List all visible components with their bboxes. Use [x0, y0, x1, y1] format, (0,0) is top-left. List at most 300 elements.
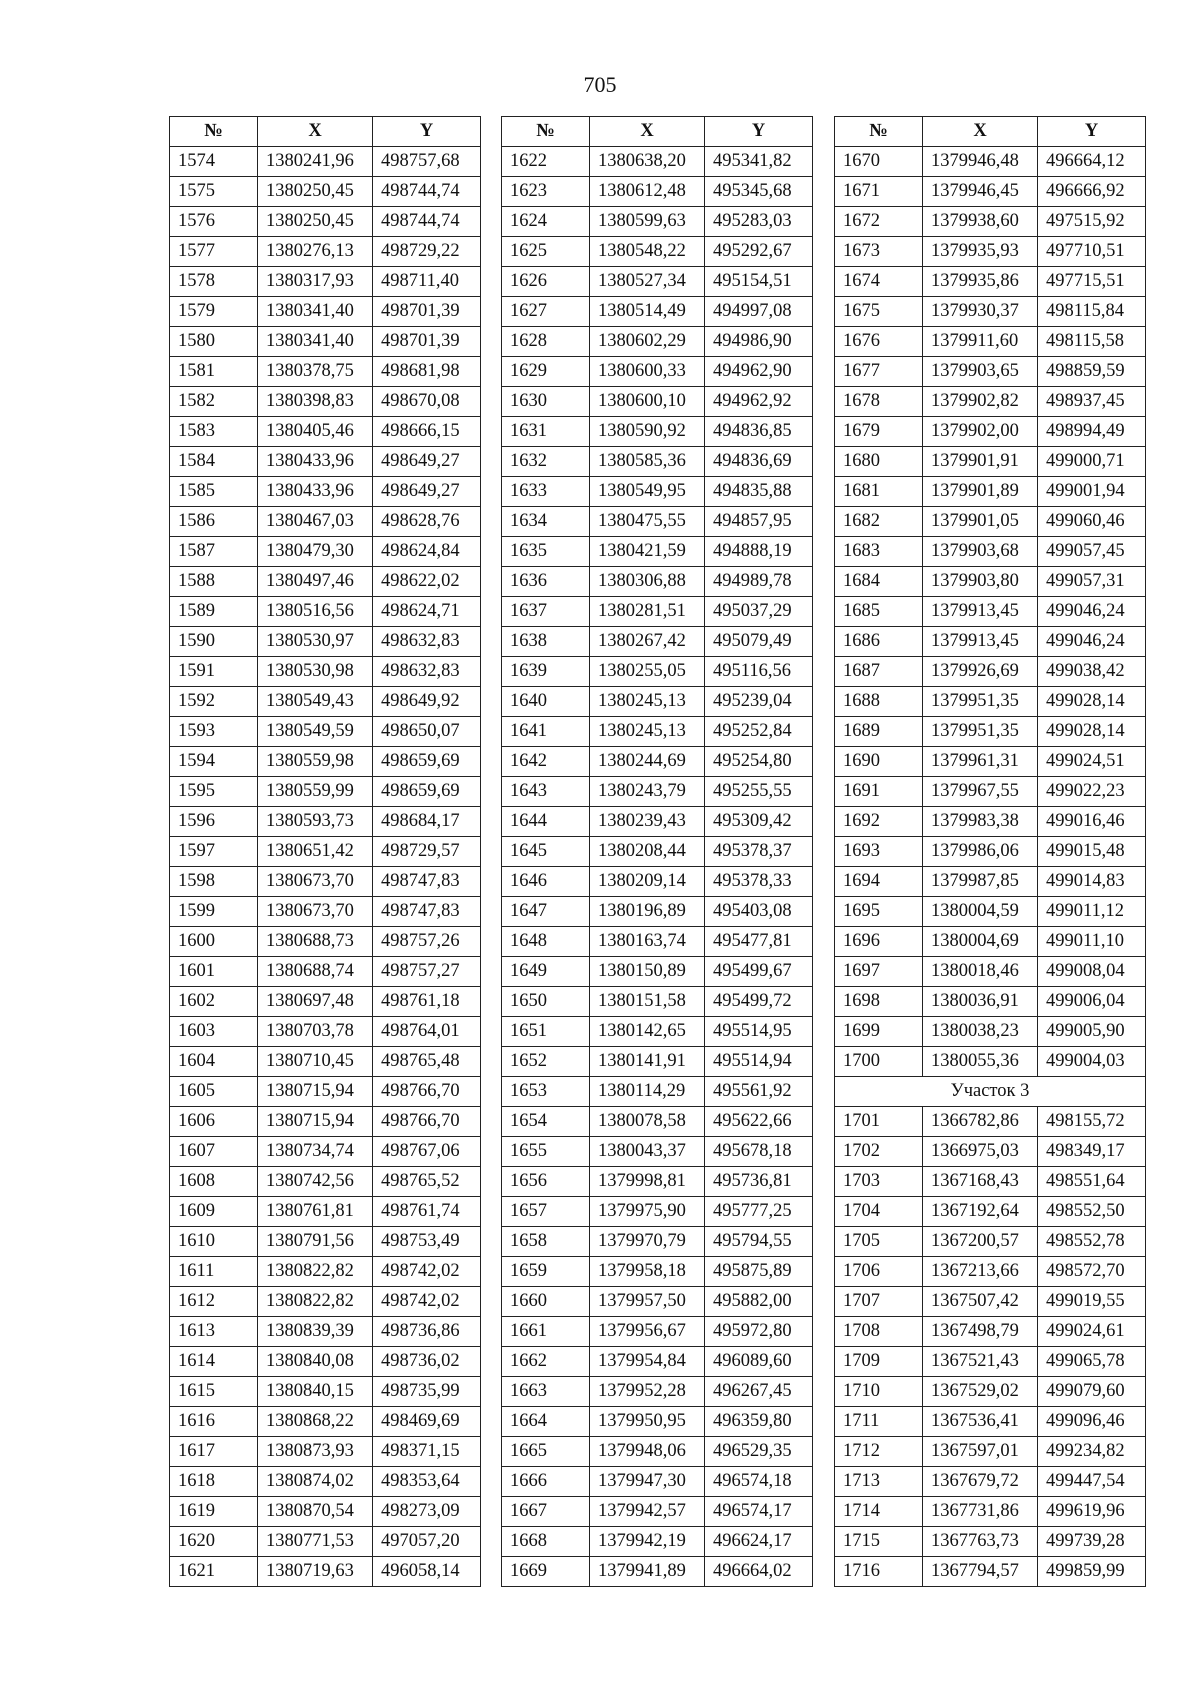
- cell-x: 1379975,90: [590, 1197, 705, 1227]
- cell-number: 1638: [502, 627, 590, 657]
- cell-x: 1367498,79: [923, 1317, 1038, 1347]
- table-row: [170, 297, 481, 327]
- cell-number: 1693: [835, 837, 923, 867]
- cell-y: 496089,60: [705, 1347, 813, 1377]
- cell-y: 495678,18: [705, 1137, 813, 1167]
- cell-number: 1680: [835, 447, 923, 477]
- table-row: [835, 747, 1146, 777]
- cell-x: 1379947,30: [590, 1467, 705, 1497]
- table-row: [835, 1347, 1146, 1377]
- cell-y: 499234,82: [1038, 1437, 1146, 1467]
- cell-number: 1701: [835, 1107, 923, 1137]
- cell-x: 1380599,63: [590, 207, 705, 237]
- cell-y: 499004,03: [1038, 1047, 1146, 1077]
- cell-number: 1594: [170, 747, 258, 777]
- cell-y: 498766,70: [373, 1077, 481, 1107]
- table-row: [502, 1197, 813, 1227]
- table-row: [835, 417, 1146, 447]
- cell-y: 495239,04: [705, 687, 813, 717]
- cell-x: 1380467,03: [258, 507, 373, 537]
- cell-x: 1379942,19: [590, 1527, 705, 1557]
- cell-number: 1702: [835, 1137, 923, 1167]
- cell-number: 1591: [170, 657, 258, 687]
- cell-x: 1380255,05: [590, 657, 705, 687]
- cell-y: 499038,42: [1038, 657, 1146, 687]
- cell-number: 1601: [170, 957, 258, 987]
- cell-x: 1380870,54: [258, 1497, 373, 1527]
- cell-number: 1665: [502, 1437, 590, 1467]
- cell-x: 1380697,48: [258, 987, 373, 1017]
- table-row: [502, 357, 813, 387]
- cell-x: 1379957,50: [590, 1287, 705, 1317]
- table-row: [502, 417, 813, 447]
- cell-number: 1643: [502, 777, 590, 807]
- cell-x: 1380245,13: [590, 717, 705, 747]
- cell-x: 1380239,43: [590, 807, 705, 837]
- cell-y: 498767,06: [373, 1137, 481, 1167]
- cell-number: 1589: [170, 597, 258, 627]
- cell-number: 1613: [170, 1317, 258, 1347]
- cell-number: 1705: [835, 1227, 923, 1257]
- table-row: [835, 627, 1146, 657]
- cell-number: 1590: [170, 627, 258, 657]
- table-row: [835, 177, 1146, 207]
- cell-x: 1379970,79: [590, 1227, 705, 1257]
- table-header: [502, 117, 813, 147]
- header-y: Y: [373, 117, 481, 147]
- cell-number: 1580: [170, 327, 258, 357]
- table-row: [170, 1257, 481, 1287]
- cell-number: 1611: [170, 1257, 258, 1287]
- table-row: [835, 957, 1146, 987]
- cell-x: 1380840,15: [258, 1377, 373, 1407]
- table-row: [170, 267, 481, 297]
- cell-x: 1380378,75: [258, 357, 373, 387]
- table-row: [835, 1257, 1146, 1287]
- table-row: [835, 477, 1146, 507]
- table-row: [835, 897, 1146, 927]
- table-row: [170, 1107, 481, 1137]
- cell-x: 1380651,42: [258, 837, 373, 867]
- table-row: [835, 147, 1146, 177]
- cell-number: 1640: [502, 687, 590, 717]
- cell-number: 1618: [170, 1467, 258, 1497]
- table-row: [170, 1167, 481, 1197]
- cell-y: 498552,78: [1038, 1227, 1146, 1257]
- cell-x: 1380150,89: [590, 957, 705, 987]
- cell-x: 1380433,96: [258, 477, 373, 507]
- cell-number: 1691: [835, 777, 923, 807]
- cell-y: 499859,99: [1038, 1557, 1146, 1587]
- cell-x: 1380593,73: [258, 807, 373, 837]
- section-row: [835, 1077, 1146, 1107]
- table-row: [170, 447, 481, 477]
- table-row: [502, 687, 813, 717]
- table-row: [170, 387, 481, 417]
- cell-number: 1579: [170, 297, 258, 327]
- cell-y: 499057,45: [1038, 537, 1146, 567]
- cell-x: 1379986,06: [923, 837, 1038, 867]
- cell-y: 499024,51: [1038, 747, 1146, 777]
- cell-x: 1380306,88: [590, 567, 705, 597]
- cell-number: 1686: [835, 627, 923, 657]
- cell-number: 1687: [835, 657, 923, 687]
- cell-x: 1367521,43: [923, 1347, 1038, 1377]
- cell-x: 1379954,84: [590, 1347, 705, 1377]
- cell-number: 1600: [170, 927, 258, 957]
- cell-y: 498736,02: [373, 1347, 481, 1377]
- cell-x: 1379942,57: [590, 1497, 705, 1527]
- cell-y: 498701,39: [373, 327, 481, 357]
- cell-number: 1607: [170, 1137, 258, 1167]
- table-row: [502, 1077, 813, 1107]
- cell-number: 1636: [502, 567, 590, 597]
- cell-y: 499019,55: [1038, 1287, 1146, 1317]
- table-row: [170, 657, 481, 687]
- cell-y: 498115,84: [1038, 297, 1146, 327]
- cell-x: 1380673,70: [258, 897, 373, 927]
- cell-y: 498729,57: [373, 837, 481, 867]
- cell-y: 499000,71: [1038, 447, 1146, 477]
- table-row: [502, 177, 813, 207]
- cell-y: 494857,95: [705, 507, 813, 537]
- cell-number: 1677: [835, 357, 923, 387]
- cell-number: 1662: [502, 1347, 590, 1377]
- cell-number: 1604: [170, 1047, 258, 1077]
- table-row: [502, 747, 813, 777]
- cell-y: 498624,71: [373, 597, 481, 627]
- cell-number: 1599: [170, 897, 258, 927]
- cell-y: 498684,17: [373, 807, 481, 837]
- cell-y: 498757,26: [373, 927, 481, 957]
- cell-y: 494888,19: [705, 537, 813, 567]
- cell-y: 499005,90: [1038, 1017, 1146, 1047]
- cell-y: 498765,52: [373, 1167, 481, 1197]
- cell-number: 1629: [502, 357, 590, 387]
- table-row: [502, 387, 813, 417]
- header-x: X: [258, 117, 373, 147]
- table-row: [502, 1557, 813, 1587]
- table-row: [170, 807, 481, 837]
- cell-y: 495378,33: [705, 867, 813, 897]
- table-row: [502, 1017, 813, 1047]
- cell-y: 495403,08: [705, 897, 813, 927]
- cell-number: 1592: [170, 687, 258, 717]
- cell-x: 1380761,81: [258, 1197, 373, 1227]
- cell-number: 1692: [835, 807, 923, 837]
- table-row: [502, 1377, 813, 1407]
- table-row: [835, 1167, 1146, 1197]
- cell-x: 1379911,60: [923, 327, 1038, 357]
- cell-number: 1647: [502, 897, 590, 927]
- cell-y: 498666,15: [373, 417, 481, 447]
- cell-x: 1380243,79: [590, 777, 705, 807]
- cell-number: 1660: [502, 1287, 590, 1317]
- cell-x: 1367213,66: [923, 1257, 1038, 1287]
- cell-y: 495345,68: [705, 177, 813, 207]
- cell-x: 1367507,42: [923, 1287, 1038, 1317]
- cell-x: 1380281,51: [590, 597, 705, 627]
- cell-number: 1630: [502, 387, 590, 417]
- cell-number: 1689: [835, 717, 923, 747]
- table-row: [170, 1227, 481, 1257]
- table-row: [170, 927, 481, 957]
- table-row: [835, 1287, 1146, 1317]
- cell-y: 499079,60: [1038, 1377, 1146, 1407]
- cell-number: 1584: [170, 447, 258, 477]
- cell-number: 1654: [502, 1107, 590, 1137]
- cell-y: 497710,51: [1038, 237, 1146, 267]
- cell-x: 1379901,05: [923, 507, 1038, 537]
- cell-y: 498735,99: [373, 1377, 481, 1407]
- cell-number: 1585: [170, 477, 258, 507]
- table-row: [502, 477, 813, 507]
- cell-y: 499006,04: [1038, 987, 1146, 1017]
- cell-x: 1380688,74: [258, 957, 373, 987]
- cell-y: 495154,51: [705, 267, 813, 297]
- cell-y: 496666,92: [1038, 177, 1146, 207]
- cell-x: 1367763,73: [923, 1527, 1038, 1557]
- cell-y: 498753,49: [373, 1227, 481, 1257]
- cell-x: 1380163,74: [590, 927, 705, 957]
- cell-y: 498353,64: [373, 1467, 481, 1497]
- table-row: [170, 1437, 481, 1467]
- cell-x: 1367679,72: [923, 1467, 1038, 1497]
- cell-number: 1699: [835, 1017, 923, 1047]
- cell-y: 498761,18: [373, 987, 481, 1017]
- cell-x: 1380703,78: [258, 1017, 373, 1047]
- cell-x: 1380530,98: [258, 657, 373, 687]
- table-row: [502, 207, 813, 237]
- cell-x: 1380276,13: [258, 237, 373, 267]
- cell-number: 1621: [170, 1557, 258, 1587]
- table-header: [835, 117, 1146, 147]
- header-x: X: [590, 117, 705, 147]
- cell-number: 1697: [835, 957, 923, 987]
- table-row: [170, 1377, 481, 1407]
- cell-x: 1380245,13: [590, 687, 705, 717]
- cell-x: 1380018,46: [923, 957, 1038, 987]
- table-row: [170, 687, 481, 717]
- table-row: [835, 1407, 1146, 1437]
- cell-number: 1713: [835, 1467, 923, 1497]
- table-row: [170, 417, 481, 447]
- cell-number: 1661: [502, 1317, 590, 1347]
- cell-number: 1577: [170, 237, 258, 267]
- cell-y: 496359,80: [705, 1407, 813, 1437]
- table-row: [835, 777, 1146, 807]
- cell-y: 498624,84: [373, 537, 481, 567]
- cell-y: 495477,81: [705, 927, 813, 957]
- table-row: [170, 987, 481, 1017]
- table-row: [170, 957, 481, 987]
- cell-x: 1380600,33: [590, 357, 705, 387]
- cell-number: 1710: [835, 1377, 923, 1407]
- table-row: [502, 657, 813, 687]
- cell-x: 1379946,45: [923, 177, 1038, 207]
- cell-number: 1606: [170, 1107, 258, 1137]
- cell-number: 1672: [835, 207, 923, 237]
- cell-y: 498742,02: [373, 1287, 481, 1317]
- cell-x: 1380673,70: [258, 867, 373, 897]
- cell-number: 1668: [502, 1527, 590, 1557]
- cell-number: 1581: [170, 357, 258, 387]
- cell-y: 495254,80: [705, 747, 813, 777]
- cell-y: 499001,94: [1038, 477, 1146, 507]
- cell-x: 1380208,44: [590, 837, 705, 867]
- cell-number: 1682: [835, 507, 923, 537]
- cell-y: 494986,90: [705, 327, 813, 357]
- cell-y: 499024,61: [1038, 1317, 1146, 1347]
- cell-x: 1379956,67: [590, 1317, 705, 1347]
- cell-x: 1380244,69: [590, 747, 705, 777]
- cell-y: 498572,70: [1038, 1257, 1146, 1287]
- table-header: [170, 117, 481, 147]
- cell-y: 498744,74: [373, 207, 481, 237]
- cell-number: 1612: [170, 1287, 258, 1317]
- cell-x: 1380497,46: [258, 567, 373, 597]
- cell-number: 1624: [502, 207, 590, 237]
- cell-y: 499046,24: [1038, 597, 1146, 627]
- cell-number: 1684: [835, 567, 923, 597]
- cell-y: 498650,07: [373, 717, 481, 747]
- cell-x: 1380822,82: [258, 1287, 373, 1317]
- cell-number: 1709: [835, 1347, 923, 1377]
- cell-number: 1681: [835, 477, 923, 507]
- table-row: [170, 1047, 481, 1077]
- table-row: [170, 1017, 481, 1047]
- cell-y: 498552,50: [1038, 1197, 1146, 1227]
- cell-number: 1625: [502, 237, 590, 267]
- table-row: [835, 567, 1146, 597]
- cell-y: 495252,84: [705, 717, 813, 747]
- cell-number: 1667: [502, 1497, 590, 1527]
- table-row: [835, 597, 1146, 627]
- cell-x: 1380475,55: [590, 507, 705, 537]
- cell-y: 496574,17: [705, 1497, 813, 1527]
- table-row: [170, 777, 481, 807]
- cell-number: 1657: [502, 1197, 590, 1227]
- table-row: [502, 1107, 813, 1137]
- cell-number: 1616: [170, 1407, 258, 1437]
- table-row: [835, 1137, 1146, 1167]
- header-number: №: [170, 117, 258, 147]
- table-row: [835, 1497, 1146, 1527]
- table-row: [835, 507, 1146, 537]
- table-row: [170, 1407, 481, 1437]
- cell-x: 1380548,22: [590, 237, 705, 267]
- table-row: [835, 537, 1146, 567]
- cell-number: 1626: [502, 267, 590, 297]
- cell-y: 498757,68: [373, 147, 481, 177]
- cell-number: 1671: [835, 177, 923, 207]
- table-row: [502, 1317, 813, 1347]
- cell-number: 1610: [170, 1227, 258, 1257]
- table-row: [502, 267, 813, 297]
- table-row: [835, 1317, 1146, 1347]
- cell-y: 499057,31: [1038, 567, 1146, 597]
- cell-x: 1379902,82: [923, 387, 1038, 417]
- table-row: [835, 357, 1146, 387]
- header-y: Y: [1038, 117, 1146, 147]
- table-row: [835, 267, 1146, 297]
- table-row: [835, 1047, 1146, 1077]
- cell-number: 1698: [835, 987, 923, 1017]
- cell-x: 1380874,02: [258, 1467, 373, 1497]
- cell-x: 1380742,56: [258, 1167, 373, 1197]
- cell-x: 1379951,35: [923, 687, 1038, 717]
- cell-y: 498736,86: [373, 1317, 481, 1347]
- cell-x: 1380873,93: [258, 1437, 373, 1467]
- cell-number: 1644: [502, 807, 590, 837]
- table-row: [502, 777, 813, 807]
- cell-x: 1380715,94: [258, 1107, 373, 1137]
- cell-y: 498115,58: [1038, 327, 1146, 357]
- cell-number: 1711: [835, 1407, 923, 1437]
- cell-x: 1379901,89: [923, 477, 1038, 507]
- cell-number: 1666: [502, 1467, 590, 1497]
- cell-number: 1658: [502, 1227, 590, 1257]
- cell-x: 1379926,69: [923, 657, 1038, 687]
- table-row: [835, 807, 1146, 837]
- cell-x: 1379913,45: [923, 627, 1038, 657]
- table-row: [835, 1377, 1146, 1407]
- table-row: [170, 477, 481, 507]
- page-number: 705: [583, 72, 617, 97]
- cell-y: 499008,04: [1038, 957, 1146, 987]
- cell-y: 498994,49: [1038, 417, 1146, 447]
- table-row: [835, 927, 1146, 957]
- cell-number: 1596: [170, 807, 258, 837]
- cell-x: 1380114,29: [590, 1077, 705, 1107]
- cell-y: 494835,88: [705, 477, 813, 507]
- cell-y: 495283,03: [705, 207, 813, 237]
- cell-x: 1379935,86: [923, 267, 1038, 297]
- cell-number: 1575: [170, 177, 258, 207]
- table-row: [170, 1497, 481, 1527]
- table-row: [170, 867, 481, 897]
- table-body: [502, 147, 813, 1587]
- table-row: [170, 717, 481, 747]
- cell-number: 1670: [835, 147, 923, 177]
- cell-x: 1380433,96: [258, 447, 373, 477]
- header-y: Y: [705, 117, 813, 147]
- cell-number: 1655: [502, 1137, 590, 1167]
- cell-y: 498551,64: [1038, 1167, 1146, 1197]
- cell-number: 1578: [170, 267, 258, 297]
- cell-y: 499046,24: [1038, 627, 1146, 657]
- table-row: [502, 597, 813, 627]
- cell-y: 499739,28: [1038, 1527, 1146, 1557]
- table-row: [170, 507, 481, 537]
- cell-y: 498681,98: [373, 357, 481, 387]
- cell-x: 1380405,46: [258, 417, 373, 447]
- cell-y: 499015,48: [1038, 837, 1146, 867]
- header-number: №: [835, 117, 923, 147]
- cell-y: 498659,69: [373, 777, 481, 807]
- cell-y: 495561,92: [705, 1077, 813, 1107]
- cell-x: 1380638,20: [590, 147, 705, 177]
- cell-number: 1704: [835, 1197, 923, 1227]
- cell-x: 1379998,81: [590, 1167, 705, 1197]
- cell-x: 1380710,45: [258, 1047, 373, 1077]
- cell-y: 495514,94: [705, 1047, 813, 1077]
- cell-y: 499022,23: [1038, 777, 1146, 807]
- cell-number: 1635: [502, 537, 590, 567]
- cell-number: 1688: [835, 687, 923, 717]
- cell-number: 1649: [502, 957, 590, 987]
- cell-x: 1379950,95: [590, 1407, 705, 1437]
